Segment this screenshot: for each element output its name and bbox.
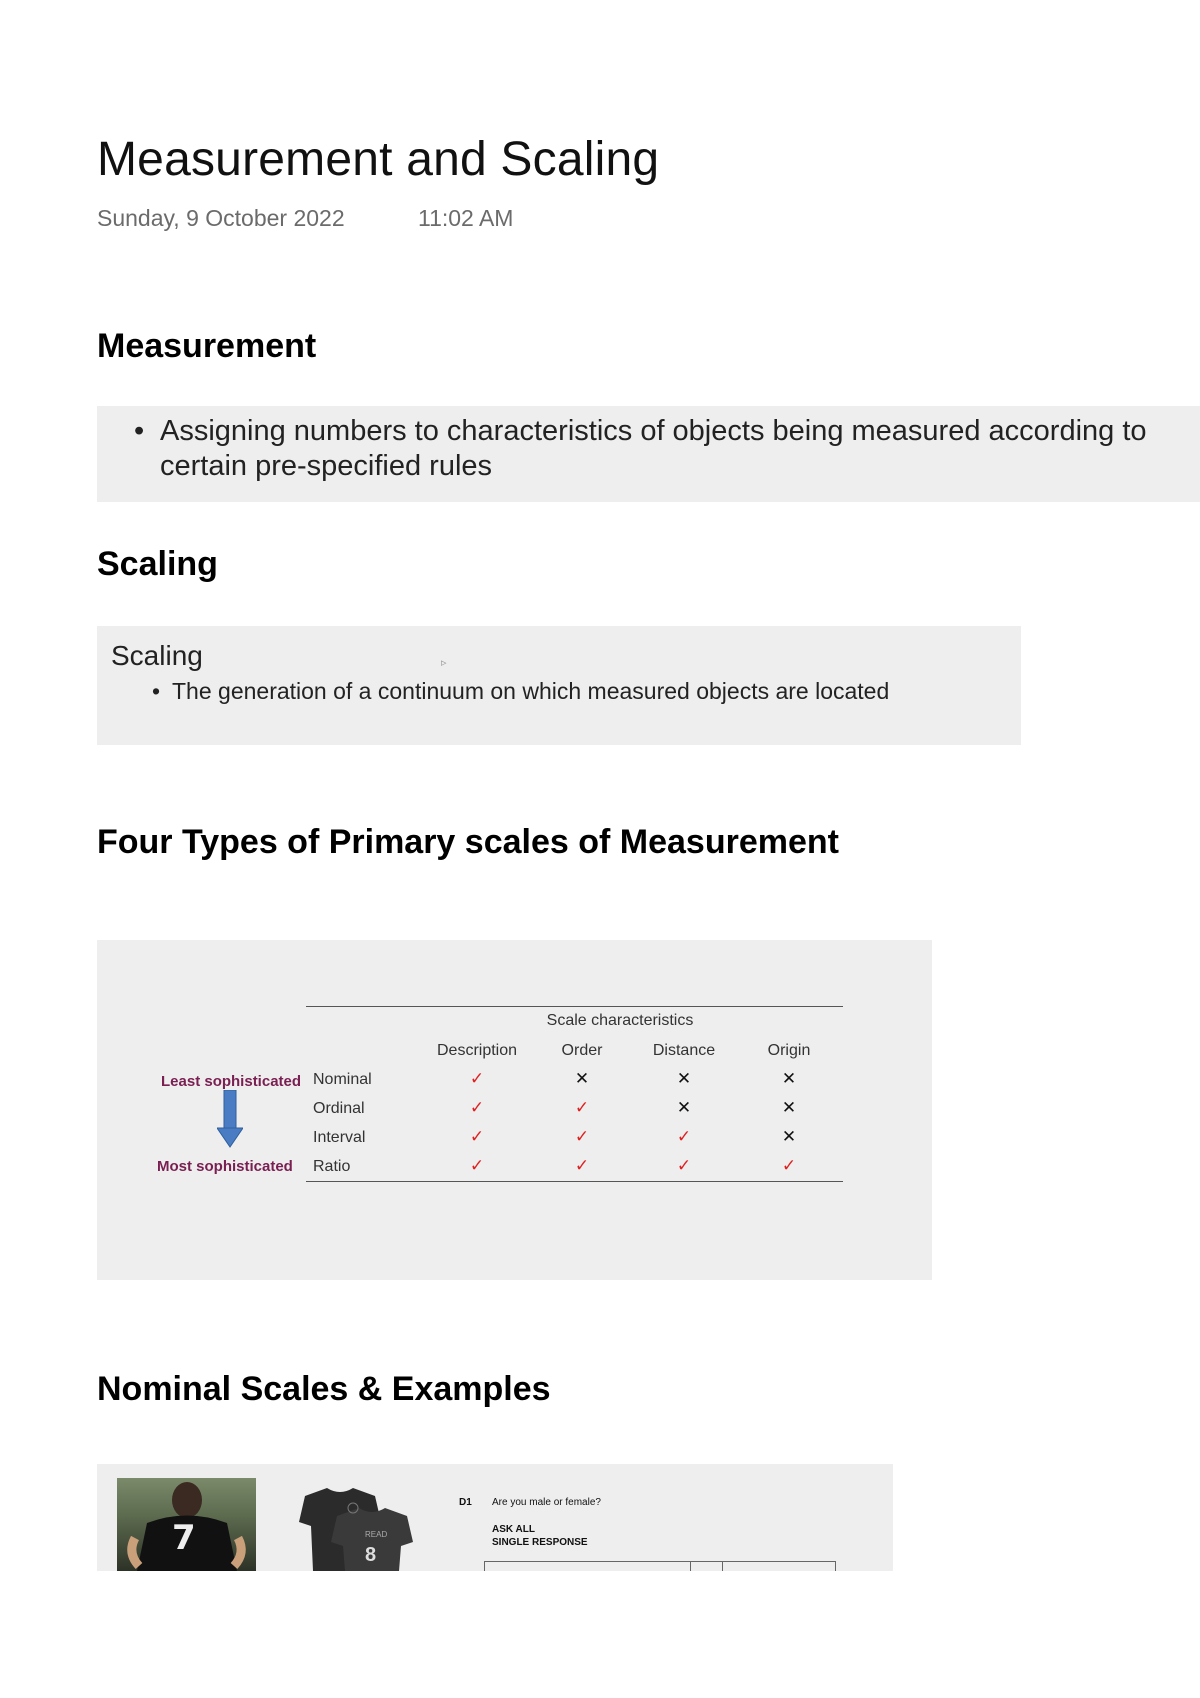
row-name-nominal: Nominal (313, 1071, 372, 1088)
column-origin: Origin (767, 1042, 811, 1059)
least-sophisticated-label: Least sophisticated (161, 1073, 302, 1090)
jersey-name: READ (365, 1530, 388, 1539)
mark-ratio-description: ✓ (469, 1156, 485, 1175)
scales-table-box (97, 940, 932, 1280)
player-photo (117, 1478, 256, 1571)
page-title: Measurement and Scaling (97, 133, 660, 186)
mark-interval-origin: ✕ (781, 1127, 797, 1146)
measurement-bullet-text: Assigning numbers to characteristics of objects being measured according to certain pre-specified rules (160, 415, 1147, 482)
nominal-heading: Nominal Scales & Examples (97, 1370, 551, 1408)
table-header: Scale characteristics (546, 1012, 694, 1029)
question-text: Are you male or female? (492, 1497, 601, 1508)
mark-ordinal-distance: ✕ (676, 1098, 692, 1117)
jersey-number: 8 (365, 1544, 377, 1566)
row-name-ratio: Ratio (313, 1158, 351, 1175)
column-distance: Distance (652, 1042, 716, 1059)
scaling-heading: Scaling (97, 545, 218, 583)
mark-ordinal-description: ✓ (469, 1098, 485, 1117)
mouse-cursor-icon: ▹ (441, 657, 447, 669)
response-table (484, 1561, 836, 1571)
nominal-examples-box (97, 1464, 893, 1571)
measurement-box (97, 406, 1200, 502)
mark-interval-order: ✓ (574, 1127, 590, 1146)
mark-interval-description: ✓ (469, 1127, 485, 1146)
instruction-single-response: SINGLE RESPONSE (492, 1537, 588, 1548)
mark-ratio-distance: ✓ (676, 1156, 692, 1175)
player-number: 7 (172, 1518, 196, 1558)
row-name-interval: Interval (313, 1129, 366, 1146)
mark-interval-distance: ✓ (676, 1127, 692, 1146)
row-name-ordinal: Ordinal (313, 1100, 365, 1117)
question-code: D1 (459, 1497, 472, 1508)
bullet-icon: • (152, 678, 161, 704)
primary-scales-heading: Four Types of Primary scales of Measurement (97, 823, 839, 861)
mark-nominal-order: ✕ (574, 1069, 590, 1088)
down-arrow-icon (217, 1090, 243, 1148)
mark-nominal-distance: ✕ (676, 1069, 692, 1088)
mark-nominal-origin: ✕ (781, 1069, 797, 1088)
instruction-ask-all: ASK ALL (492, 1524, 535, 1535)
jersey-icon (297, 1486, 422, 1571)
scaling-box-title: Scaling (111, 640, 203, 671)
most-sophisticated-label: Most sophisticated (157, 1158, 293, 1175)
scaling-bullet-text: The generation of a continuum on which measured objects are located (172, 678, 890, 704)
mark-nominal-description: ✓ (469, 1069, 485, 1088)
table-bottom-rule (306, 1181, 843, 1182)
scaling-box (97, 626, 1021, 745)
column-order: Order (561, 1042, 603, 1059)
bullet-icon: • (134, 415, 145, 447)
page-date: Sunday, 9 October 2022 (97, 205, 345, 231)
column-description: Description (436, 1042, 518, 1059)
mark-ratio-origin: ✓ (781, 1156, 797, 1175)
measurement-heading: Measurement (97, 327, 317, 365)
mark-ratio-order: ✓ (574, 1156, 590, 1175)
table-top-rule (306, 1006, 843, 1007)
page-time: 11:02 AM (418, 205, 514, 231)
mark-ordinal-order: ✓ (574, 1098, 590, 1117)
jersey-image (297, 1486, 422, 1571)
mark-ordinal-origin: ✕ (781, 1098, 797, 1117)
